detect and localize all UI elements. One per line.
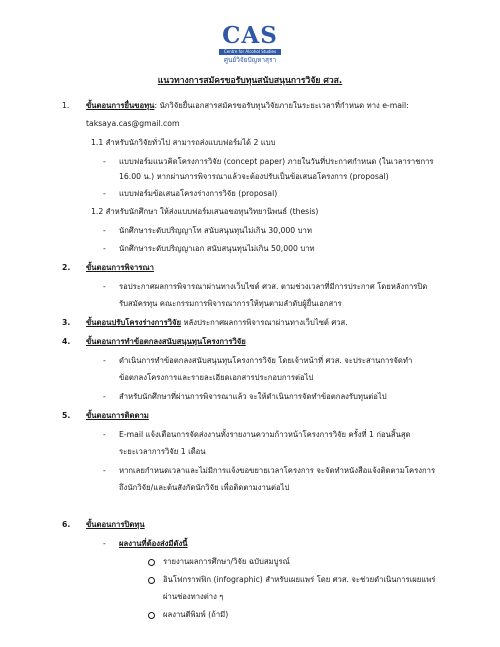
section-3-text: หลังประกาศผลการพิจารณาผ่านทางเว็บไซต์ ศวส.: [181, 318, 348, 327]
bullet-dash: -: [103, 226, 106, 235]
bullet-circle-icon: [148, 559, 155, 566]
section-5-item-cont: ถึงนักวิจัย/และต้นสังกัดนักวิจัย เพื่อติดตามงานต่อไป: [119, 483, 290, 492]
bullet-dash: -: [103, 356, 106, 365]
section-6-number: 6.: [62, 520, 71, 529]
section-1-number: 1.: [62, 101, 70, 110]
section-5-heading: ขั้นตอนการติดตาม: [86, 411, 149, 420]
bullet-dash: -: [103, 244, 106, 253]
section-2-item-cont: รับสมัครทุน คณะกรรมการพิจารณาการให้ทุนตามลำดับผู้ยื่นเอกสาร: [119, 299, 342, 308]
section-1-item: แบบฟอร์มแนวคิดโครงการวิจัย (concept paper) ภายในวันที่ประกาศกำหนด (ในเวลาราชการ: [119, 157, 434, 166]
bullet-circle-icon: [148, 612, 155, 619]
section-1-sub-2: 1.2 สำหรับนักศึกษา ให้ส่งแบบฟอร์มเสนอขอทุนวิทยานิพนธ์ (thesis): [91, 207, 319, 216]
logo-tagline: Centre for Alcohol Studies: [219, 49, 281, 55]
section-1-intro: : นักวิจัยยื่นเอกสารสมัครขอรับทุนวิจัยภายในระยะเวลาที่กำหนด ทาง e-mail:: [154, 101, 409, 110]
logo-mark: CAS: [222, 22, 278, 49]
section-5-item: หากเลยกำหนดเวลาและไม่มีการแจ้งขอขยายเวลาโครงการ จะจัดทำหนังสือแจ้งติดตามโครงการ: [119, 466, 436, 475]
section-4-item: ดำเนินการทำข้อตกลงสนับสนุนทุนโครงการวิจัย โดยเจ้าหน้าที่ ศวส. จะประสานการจัดทำ: [119, 356, 413, 365]
logo-thai-name: ศูนย์วิจัยปัญหาสุรา: [223, 56, 277, 64]
section-4-item: สำหรับนักศึกษาที่ผ่านการพิจารณาแล้ว จะให้ดำเนินการจัดทำข้อตกลงรับทุนต่อไป: [119, 392, 387, 401]
bullet-dash: -: [103, 539, 106, 548]
bullet-dash: -: [103, 157, 106, 166]
section-2-item: รอประกาศผลการพิจารณาผ่านทางเว็บไซต์ ศวส. ตามช่วงเวลาที่มีการประกาศ โดยหลังการปิด: [119, 282, 428, 291]
section-6-item: ผลงานตีพิมพ์ (ถ้ามี): [163, 610, 229, 619]
section-4-item-cont: ข้อตกลงโครงการและรายละเอียดเอกสารประกอบการต่อไป: [119, 373, 314, 382]
section-6-item-cont: ผ่านช่องทางต่าง ๆ: [163, 592, 224, 601]
bullet-dash: -: [103, 392, 106, 401]
section-3-line: [86, 316, 348, 329]
section-4-number: 4.: [62, 337, 71, 346]
section-3-heading: ขั้นตอนปรับโครงร่างการวิจัย: [86, 318, 182, 327]
section-2-number: 2.: [62, 263, 71, 272]
section-5-item: E-mail แจ้งเตือนการจัดส่งงานทั้งรายงานความก้าวหน้าโครงการวิจัย ครั้งที่ 1 ก่อนสิ้นสุด: [119, 430, 411, 439]
section-1-heading: ขั้นตอนการยื่นขอทุน: [86, 101, 155, 110]
section-1-email: taksaya.cas@gmail.com: [86, 119, 180, 128]
section-1-item: นักศึกษาระดับปริญญาเอก สนับสนุนทุนไม่เกิน 50,000 บาท: [119, 244, 315, 253]
bullet-circle-icon: [148, 577, 155, 584]
section-4-heading: ขั้นตอนการทำข้อตกลงสนับสนุนทุนโครงการวิจัย: [86, 337, 246, 346]
bullet-dash: -: [103, 430, 106, 439]
section-6-item: อินโฟกราฟฟิก (infographic) สำหรับเผยแพร่ โดย ศวส. จะช่วยดำเนินการเผยแพร่: [163, 575, 436, 584]
section-6-subheading: ผลงานที่ต้องส่งมีดังนี้: [119, 539, 188, 548]
bullet-dash: -: [103, 466, 106, 475]
section-5-number: 5.: [62, 411, 71, 420]
page-title: แนวทางการสมัครขอรับทุนสนับสนุนการวิจัย ศวส.: [157, 76, 343, 86]
section-6-heading: ขั้นตอนการปิดทุน: [86, 520, 145, 529]
bullet-dash: -: [103, 189, 106, 198]
section-5-item-cont: ระยะเวลาการวิจัย 1 เดือน: [119, 447, 206, 456]
section-1-line-0: [86, 99, 409, 112]
bullet-dash: -: [103, 282, 106, 291]
section-1-item: แบบฟอร์มข้อเสนอโครงร่างการวิจัย (proposal): [119, 189, 278, 198]
cas-logo: [215, 24, 285, 65]
section-2-heading: ขั้นตอนการพิจารณา: [86, 263, 154, 272]
section-6-item: รายงานผลการศึกษา/วิจัย ฉบับสมบูรณ์: [163, 557, 290, 566]
section-1-item: นักศึกษาระดับปริญญาโท สนับสนุนทุนไม่เกิน 30,000 บาท: [119, 226, 312, 235]
section-1-sub-1: 1.1 สำหรับนักวิจัยทั่วไป สามารถส่งแบบฟอร์มได้ 2 แบบ: [91, 138, 276, 147]
section-3-number: 3.: [62, 318, 71, 327]
section-1-item-cont: 16.00 น.) หากผ่านการพิจารณาแล้วจะต้องปรับเป็นข้อเสนอโครงการ (proposal): [119, 172, 389, 181]
